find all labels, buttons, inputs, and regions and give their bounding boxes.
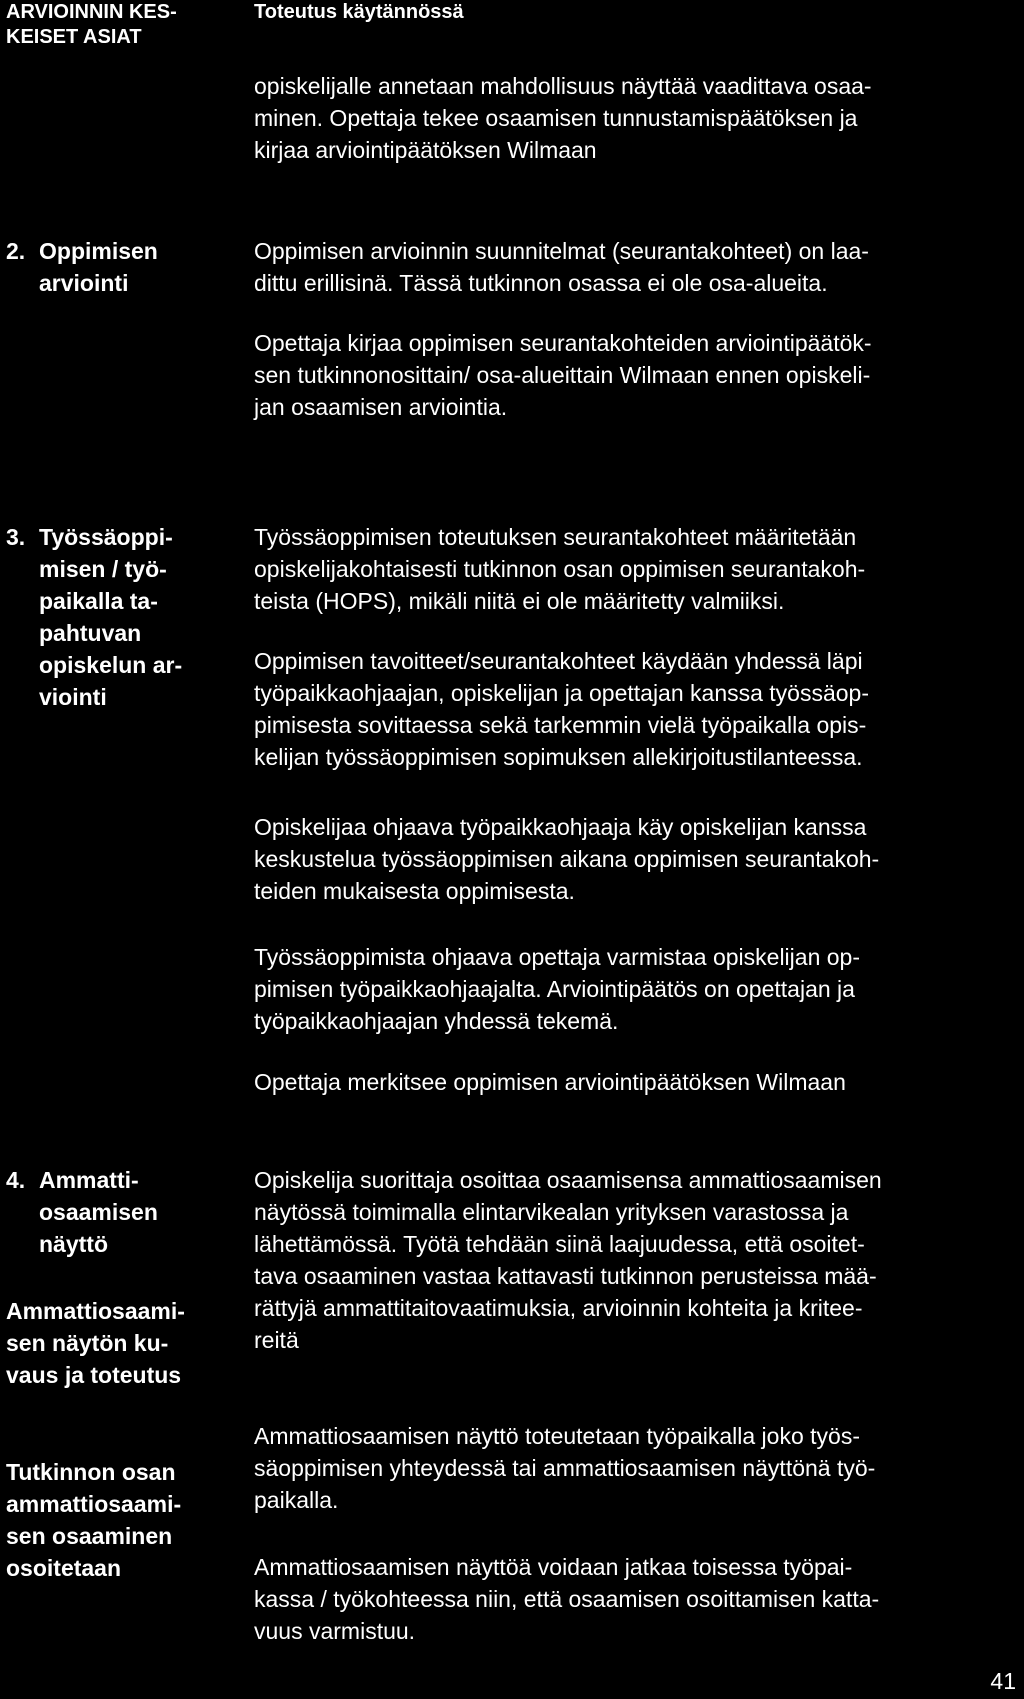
text-line: opiskelijakohtaisesti tutkinnon osan oppimisen seurantakoh- [254,556,866,582]
text-line: kelijan työssäoppimisen sopimuksen allekirjoitustilanteessa. [254,744,863,770]
text-line: Opettaja kirjaa oppimisen seurantakohteiden arviointipäätök- [254,330,872,356]
section-3-number: 3. [6,524,26,550]
label-line: osoitetaan [6,1555,122,1581]
text-line: tava osaaminen vastaa kattavasti tutkinnon perusteissa mää- [254,1263,877,1289]
label-line: Oppimisen [39,238,158,264]
text-line: dittu erillisinä. Tässä tutkinnon osassa ei ole osa-alueita. [254,270,828,296]
text-line: työpaikkaohjaajan yhdessä tekemä. [254,1008,619,1034]
label-line: sen näytön ku- [6,1330,169,1356]
text-line: Ammattiosaamisen näyttöä voidaan jatkaa toisessa työpai- [254,1554,853,1580]
text-line: paikalla. [254,1487,339,1513]
text-line: keskustelua työssäoppimisen aikana oppimisen seurantakoh- [254,846,880,872]
text-line: pimisen työpaikkaohjaajalta. Arviointipäätös on opettajan ja [254,976,855,1002]
text-line: Työssäoppimista ohjaava opettaja varmistaa opiskelijan op- [254,944,860,970]
text-line: Oppimisen arvioinnin suunnitelmat (seurantakohteet) on laa- [254,238,869,264]
column-header-implementation: Toteutus käytännössä [254,1,464,23]
label-line: pahtuvan [39,620,142,646]
label-line: misen / työ- [39,556,167,582]
text-line: kirjaa arviointipäätöksen Wilmaan [254,137,597,163]
label-line: Työssäoppi- [39,524,173,550]
label-line: vaus ja toteutus [6,1362,182,1388]
text-line: lähettämössä. Työtä tehdään siinä laajuudessa, että osoitet- [254,1231,865,1257]
section-4-paragraph-1 [254,1164,882,1356]
text-line: Opiskelijaa ohjaava työpaikkaohjaaja käy opiskelijan kanssa [254,814,867,840]
label-line: opiskelun ar- [39,652,183,678]
text-line: jan osaamisen arviointia. [254,394,508,420]
text-line: Ammattiosaamisen näyttö toteutetaan työpaikalla joko työs- [254,1423,860,1449]
section-3-paragraph-3 [254,811,879,907]
text-line: teiden mukaisesta oppimisesta. [254,878,575,904]
text-line: minen. Opettaja tekee osaamisen tunnustamispäätöksen ja [254,105,858,131]
text-line: pimisesta sovittaessa sekä tarkemmin vielä työpaikalla opis- [254,712,867,738]
section-4-label-2 [6,1295,185,1391]
section-4-paragraph-2 [254,1420,875,1516]
text-line: Oppimisen tavoitteet/seurantakohteet käydään yhdessä läpi [254,648,863,674]
text-line: Opettaja merkitsee oppimisen arviointipäätöksen Wilmaan [254,1069,846,1095]
section-4-number: 4. [6,1167,26,1193]
label-line: paikalla ta- [39,588,158,614]
label-line: Ammatti- [39,1167,139,1193]
section-2-paragraph-1 [254,235,869,299]
section-4-paragraph-3 [254,1551,879,1647]
section-2-paragraph-2 [254,327,872,423]
label-line: näyttö [39,1231,108,1257]
text-line: opiskelijalle annetaan mahdollisuus näyttää vaadittava osaa- [254,73,872,99]
text-line: Työssäoppimisen toteutuksen seurantakohteet määritetään [254,524,857,550]
text-line: säoppimisen yhteydessä tai ammattiosaamisen näyttönä työ- [254,1455,876,1481]
intro-paragraph [254,70,872,166]
section-3-paragraph-4 [254,941,860,1037]
text-line: teista (HOPS), mikäli niitä ei ole määritetty valmiiksi. [254,588,785,614]
text-line: Opiskelija suorittaja osoittaa osaamisensa ammattiosaamisen [254,1167,882,1193]
label-line: ammattiosaami- [6,1491,182,1517]
column-header-assessment-topics: ARVIOINNIN KES- KEISET ASIAT [6,1,177,48]
text-line: kassa / työkohteessa niin, että osaamisen osoittamisen katta- [254,1586,880,1612]
section-2-label [39,235,158,299]
section-3-paragraph-1 [254,521,865,617]
text-line: vuus varmistuu. [254,1618,416,1644]
text-line: työpaikkaohjaajan, opiskelijan ja opettajan kanssa työssäop- [254,680,870,706]
label-line: Tutkinnon osan [6,1459,176,1485]
label-line: arviointi [39,270,129,296]
text-line: sen tutkinnonosittain/ osa-alueittain Wilmaan ennen opiskeli- [254,362,871,388]
text-line: reitä [254,1327,299,1353]
page-number: 41 [990,1668,1016,1694]
label-line: viointi [39,684,107,710]
label-line: sen osaaminen [6,1523,173,1549]
label-line: osaamisen [39,1199,158,1225]
section-3-label [39,521,182,713]
text-line: näytössä toimimalla elintarvikealan yrityksen varastossa ja [254,1199,849,1225]
section-3-paragraph-5 [254,1066,846,1098]
section-4-label-1 [39,1164,158,1260]
section-4-label-3 [6,1456,181,1584]
section-2-number: 2. [6,238,26,264]
label-line: Ammattiosaami- [6,1298,185,1324]
text-line: rättyjä ammattitaitovaatimuksia, arvioinnin kohteita ja kritee- [254,1295,863,1321]
section-3-paragraph-2 [254,645,869,773]
